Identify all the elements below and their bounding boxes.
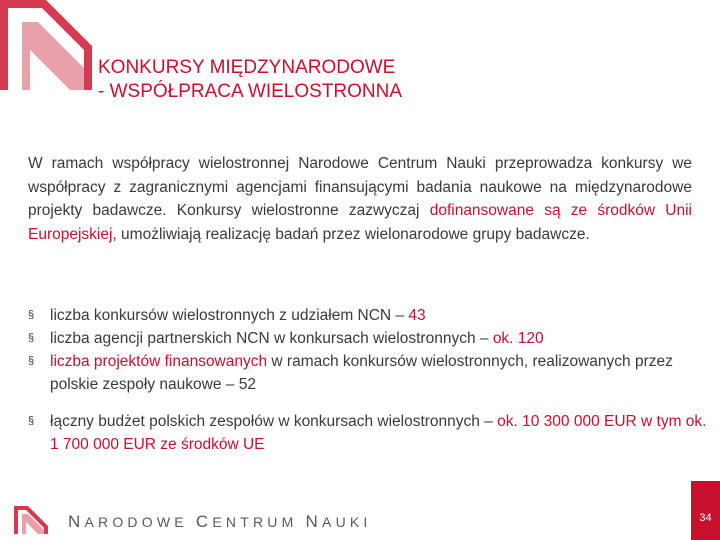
bullet-marker: § <box>28 309 35 321</box>
intro-paragraph <box>28 152 692 246</box>
slide-title <box>98 56 402 104</box>
bullet-marker: § <box>28 415 35 427</box>
title-line-1: KONKURSY MIĘDZYNARODOWE <box>98 57 396 78</box>
title-line-2: - WSPÓŁPRACA WIELOSTRONNA <box>98 81 403 102</box>
stats-list <box>28 304 708 456</box>
ncn-logo-icon <box>14 506 48 534</box>
bullet-marker: § <box>28 332 35 344</box>
intro-text-2: , umożliwiają realizację badań przez wielonarodowe grupy badawcze. <box>112 225 590 243</box>
highlight-value: ok. 10 300 000 EUR w tym ok. 1 700 000 EUR ze środków UE <box>50 413 707 453</box>
highlight-value: 43 <box>408 307 426 324</box>
intro-text-1: W ramach współpracy wielostronnej Narodowe Centrum Nauki przeprowadza konkursy we współpracy z zagranicznymi agencjami finansującymi badania naukowe na międzynarodowe projekty badawcze. Konkursy wielostronne zazwyczaj <box>28 155 692 219</box>
organization-name: NARODOWE CENTRUM NAUKI <box>68 512 372 531</box>
list-item: § liczba agencji partnerskich NCN w konkursach wielostronnych – ok. 120 <box>28 327 708 350</box>
list-item: § łączny budżet polskich zespołów w konkursach wielostronnych – ok. 10 300 000 EUR w tym ok. 1 700 000 EUR ze środków UE <box>28 410 708 456</box>
bullet-marker: § <box>28 355 35 367</box>
list-item: § liczba konkursów wielostronnych z udziałem NCN – 43 <box>28 304 708 327</box>
list-item: § liczba projektów finansowanych w ramach konkursów wielostronnych, realizowanych przez polskie zespoły naukowe – 52 <box>28 350 708 396</box>
highlight-value: ok. 120 <box>492 330 544 347</box>
intro-highlight: dofinansowane są ze środków Unii Europejskiej <box>28 202 692 243</box>
ncn-logo-icon <box>0 0 92 90</box>
page-number: 34 <box>699 512 712 524</box>
page-number-badge <box>691 481 720 540</box>
highlight-value: liczba projektów finansowanych <box>50 353 268 370</box>
